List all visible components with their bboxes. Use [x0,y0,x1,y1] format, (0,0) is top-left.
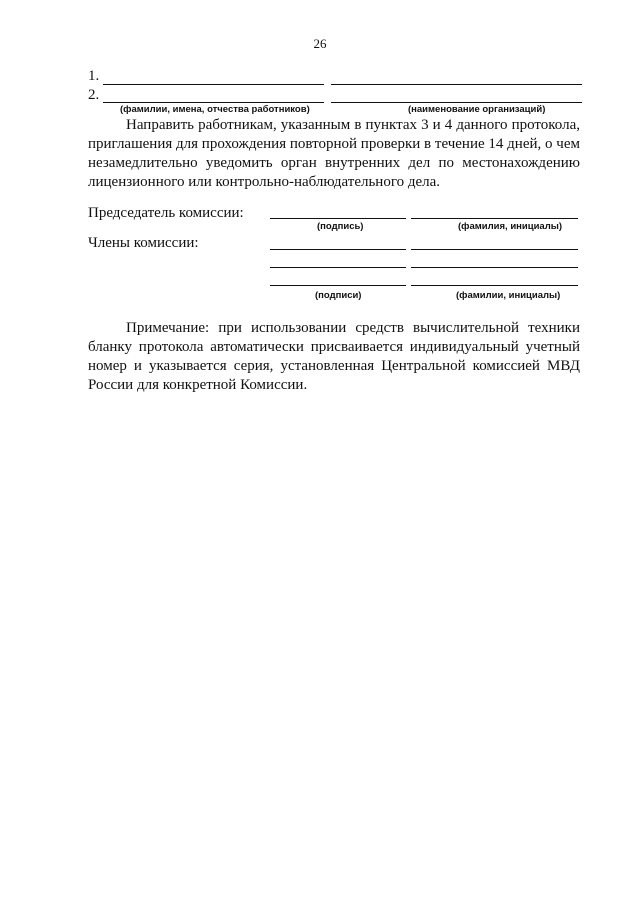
chairman-name-caption: (фамилия, инициалы) [458,221,563,232]
member-2-name-line [411,267,578,268]
row-1-workers-line [103,84,324,85]
row-2-workers-line [103,102,324,103]
note-paragraph: Примечание: при использовании средств вычислительной техники бланку протокола автоматически присваивается индивидуальный учетный номер и указывается серия, установленная Центральной комиссией МВД России для конкретной Комиссии. [88,320,580,393]
member-3-signature-line [270,285,406,286]
caption-workers: (фамилии, имена, отчества работников) [120,104,310,115]
caption-orgs: (наименование организаций) [408,104,546,115]
member-1-name-line [411,249,578,250]
page-number: 26 [313,36,327,51]
chairman-sign-caption: (подпись) [317,221,364,232]
members-label: Члены комиссии: [88,235,199,251]
chairman-signature-line [270,218,406,219]
chairman-name-line [411,218,578,219]
members-sign-caption: (подписи) [315,290,362,301]
row-1-label: 1. [88,68,100,84]
members-name-caption: (фамилии, инициалы) [456,290,561,301]
member-3-name-line [411,285,578,286]
member-1-signature-line [270,249,406,250]
row-2-orgs-line [331,102,582,103]
instruction-paragraph: Направить работникам, указанным в пунктах 3 и 4 данного протокола, приглашения для прохождения повторной проверки в течение 14 дней, о чем незамедлительно уведомить орган внутренних дел по местонахождению лицензионного или контрольно-наблюдательного дела. [88,117,580,190]
member-2-signature-line [270,267,406,268]
row-1-orgs-line [331,84,582,85]
row-2-label: 2. [88,87,100,103]
chairman-label: Председатель комиссии: [88,205,244,221]
